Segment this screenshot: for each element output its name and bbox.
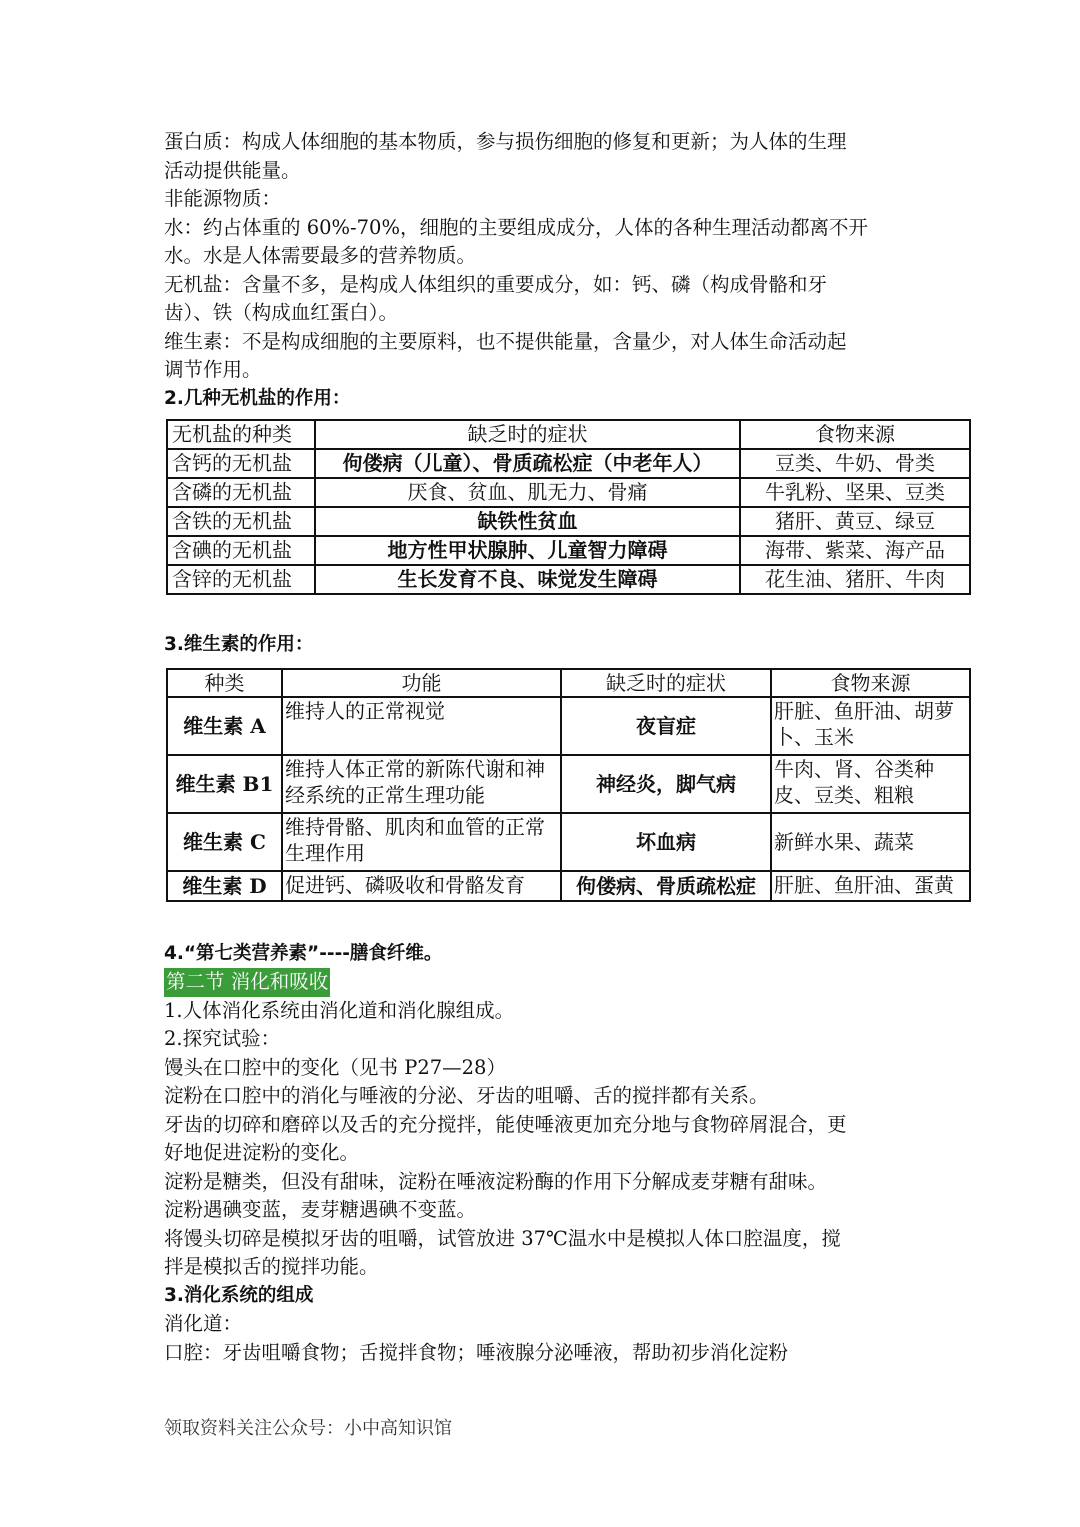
table-header-cell: 无机盐的种类 (167, 420, 315, 449)
paragraph: 淀粉遇碘变蓝，麦芽糖遇碘不变蓝。 (164, 1198, 477, 1221)
table-cell: 含铁的无机盐 (167, 507, 315, 536)
table-cell: 维持骨骼、肌肉和血管的正常生理作用 (282, 813, 561, 871)
table-header-cell: 食物来源 (740, 420, 970, 449)
paragraph-salt-2: 齿）、铁（构成血红蛋白）。 (164, 301, 399, 324)
table-cell: 生长发育不良、味觉发生障碍 (315, 565, 740, 594)
paragraph-water-2: 水。水是人体需要最多的营养物质。 (164, 244, 477, 267)
section-heading-digestive: 3.消化系统的组成 (164, 1284, 314, 1306)
table-cell: 含磷的无机盐 (167, 478, 315, 507)
table-cell: 佝偻病（儿童）、骨质疏松症（中老年人） (315, 449, 740, 478)
paragraph: 牙齿的切碎和磨碎以及舌的充分搅拌，能使唾液更加充分地与食物碎屑混合，更 (164, 1112, 847, 1136)
paragraph-protein-1: 蛋白质：构成人体细胞的基本物质，参与损伤细胞的修复和更新；为人体的生理 (164, 130, 847, 153)
paragraph: 拌是模拟舌的搅拌功能。 (164, 1255, 379, 1278)
table-row (167, 449, 970, 478)
table-cell: 牛肉、肾、谷类种皮、豆类、粗粮 (771, 755, 970, 813)
table-row (167, 697, 970, 755)
table-row (167, 536, 970, 565)
table-cell: 维生素 A (167, 697, 282, 755)
table-cell: 维生素 B1 (167, 755, 282, 813)
paragraph-vitamin-2: 调节作用。 (164, 358, 262, 381)
table-row (167, 565, 970, 594)
table-cell: 含碘的无机盐 (167, 536, 315, 565)
paragraph-vitamin-1: 维生素：不是构成细胞的主要原料，也不提供能量，含量少，对人体生命活动起 (164, 329, 847, 353)
paragraph-protein-2: 活动提供能量。 (164, 158, 301, 182)
table-header-row (167, 669, 970, 697)
table-cell: 厌食、贫血、肌无力、骨痛 (315, 478, 740, 507)
table-cell: 海带、紫菜、海产品 (740, 536, 970, 565)
table-row (167, 755, 970, 813)
paragraph: 2.探究试验： (164, 1027, 281, 1050)
paragraph: 好地促进淀粉的变化。 (164, 1141, 360, 1164)
paragraph: 淀粉在口腔中的消化与唾液的分泌、牙齿的咀嚼、舌的搅拌都有关系。 (164, 1084, 769, 1107)
table-row (167, 478, 970, 507)
paragraph: 将馒头切碎是模拟牙齿的咀嚼，试管放进 37℃温水中是模拟人体口腔温度，搅 (164, 1226, 841, 1250)
table-cell: 坏血病 (561, 813, 771, 871)
table-row (167, 871, 970, 901)
paragraph: 淀粉是糖类，但没有甜味，淀粉在唾液淀粉酶的作用下分解成麦芽糖有甜味。 (164, 1169, 828, 1193)
section-heading-fiber: 4.“第七类营养素”----膳食纤维。 (164, 942, 443, 964)
paragraph: 消化道： (164, 1312, 243, 1335)
minerals-table (166, 419, 971, 595)
table-header-cell: 缺乏时的症状 (315, 420, 740, 449)
footer-note: 领取资料关注公众号：小中高知识馆 (164, 1418, 452, 1439)
section-heading-vitamins: 3.维生素的作用： (164, 634, 314, 655)
table-cell: 豆类、牛奶、骨类 (740, 449, 970, 478)
paragraph: 口腔：牙齿咀嚼食物；舌搅拌食物；唾液腺分泌唾液，帮助初步消化淀粉 (164, 1340, 789, 1364)
table-cell: 缺铁性贫血 (315, 507, 740, 536)
paragraph-salt-1: 无机盐：含量不多，是构成人体组织的重要成分，如：钙、磷（构成骨骼和牙 (164, 272, 828, 296)
table-cell: 新鲜水果、蔬菜 (771, 813, 970, 871)
paragraph-water-1: 水：约占体重的 60%-70%，细胞的主要组成成分，人体的各种生理活动都离不开 (164, 215, 868, 239)
table-header-cell: 功能 (282, 669, 561, 697)
table-header-cell: 缺乏时的症状 (561, 669, 771, 697)
paragraph: 1.人体消化系统由消化道和消化腺组成。 (164, 998, 515, 1022)
table-header-cell: 食物来源 (771, 669, 970, 697)
paragraph: 馒头在口腔中的变化（见书 P27—28） (164, 1055, 506, 1079)
section-heading-minerals: 2.几种无机盐的作用： (164, 387, 351, 409)
document-page (164, 128, 984, 1367)
table-header-cell: 种类 (167, 669, 282, 697)
table-row (167, 507, 970, 536)
table-cell: 牛乳粉、坚果、豆类 (740, 478, 970, 507)
table-cell: 地方性甲状腺肿、儿童智力障碍 (315, 536, 740, 565)
table-cell: 猪肝、黄豆、绿豆 (740, 507, 970, 536)
table-cell: 肝脏、鱼肝油、蛋黄 (771, 871, 970, 901)
table-cell: 维持人体正常的新陈代谢和神经系统的正常生理功能 (282, 755, 561, 813)
table-cell: 维生素 C (167, 813, 282, 871)
vitamins-table (166, 668, 971, 902)
table-cell: 维持人的正常视觉 (282, 697, 561, 755)
table-cell: 夜盲症 (561, 697, 771, 755)
table-cell: 佝偻病、骨质疏松症 (561, 871, 771, 901)
table-cell: 花生油、猪肝、牛肉 (740, 565, 970, 594)
chapter-heading: 第二节 消化和吸收 (164, 968, 330, 997)
table-header-row (167, 420, 970, 449)
table-cell: 肝脏、鱼肝油、胡萝卜、玉米 (771, 697, 970, 755)
table-row (167, 813, 970, 871)
table-cell: 含锌的无机盐 (167, 565, 315, 594)
paragraph-non-energy: 非能源物质： (164, 187, 282, 210)
table-cell: 含钙的无机盐 (167, 449, 315, 478)
table-cell: 神经炎，脚气病 (561, 755, 771, 813)
table-cell: 促进钙、磷吸收和骨骼发育 (282, 871, 561, 901)
table-cell: 维生素 D (167, 871, 282, 901)
